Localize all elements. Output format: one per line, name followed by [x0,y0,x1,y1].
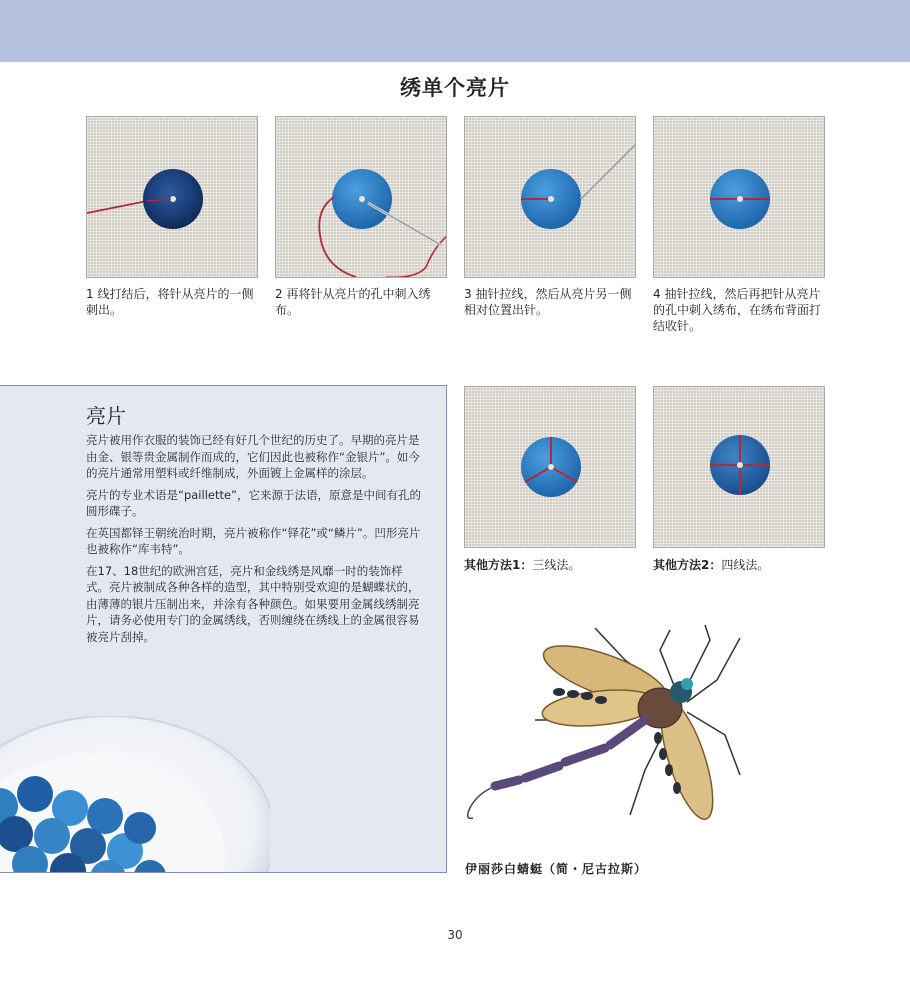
method-1-label: 其他方法1： [464,558,533,572]
step-2-caption: 2 再将针从亮片的孔中刺入绣布。 [275,287,431,317]
step-4-photo [653,116,825,278]
method-2-photo [653,386,825,548]
step-3-caption: 3 抽针拉线，然后从亮片另一侧相对位置出针。 [464,287,632,317]
method-1-caption [464,556,580,573]
step-1-caption: 1 线打结后，将针从亮片的一侧刺出。 [86,287,254,317]
step-2-photo [275,116,447,278]
step-1-photo [86,116,258,278]
dragonfly-caption: 伊丽莎白蜻蜓（简・尼古拉斯） [465,862,648,876]
top-color-band [0,0,910,62]
info-title: 亮片 [86,404,126,428]
method-2-label: 其他方法2： [653,558,722,572]
info-paragraph: 在英国都铎王朝统治时期，亮片被称作“铎花”或“鳞片”。凹形亮片也被称作“库韦特”。 [86,525,421,556]
step-3-photo [464,116,636,278]
method-1-photo [464,386,636,548]
page-number: 30 [447,928,463,942]
dragonfly-embroidery-image [455,620,755,840]
method-1-text: 三线法。 [532,558,581,572]
info-paragraphs [86,432,422,650]
method-2-caption [653,556,769,573]
page-title: 绣单个亮片 [400,76,510,100]
step-4-caption: 4 抽针拉线，然后再把针从亮片的孔中刺入绣布，在绣布背面打结收针。 [653,287,822,333]
sequin-bowl-image [0,716,270,873]
method-2-text: 四线法。 [721,558,770,572]
sequin-info-box [0,385,447,873]
info-paragraph: 在17、18世纪的欧洲宫廷，亮片和金线绣是风靡一时的装饰样式。亮片被制成各种各样的造型，其中特别受欢迎的是蝴蝶状的，由薄薄的银片压制出来，并涂有各种颜色。如果要用金属线绣制亮片，请务必使用专门的金属绣线，否则缠绕在绣线上的金属很容易被亮片刮掉。 [86,563,420,644]
info-paragraph: 亮片的专业术语是“paillette”，它来源于法语，原意是中间有孔的圆形碟子。 [86,487,422,518]
info-paragraph: 亮片被用作衣服的装饰已经有好几个世纪的历史了。早期的亮片是由金、银等贵金属制作而成的，它们因此也被称作“金银片”。如今的亮片通常用塑料或纤维制成，外面镀上金属样的涂层。 [86,433,420,480]
